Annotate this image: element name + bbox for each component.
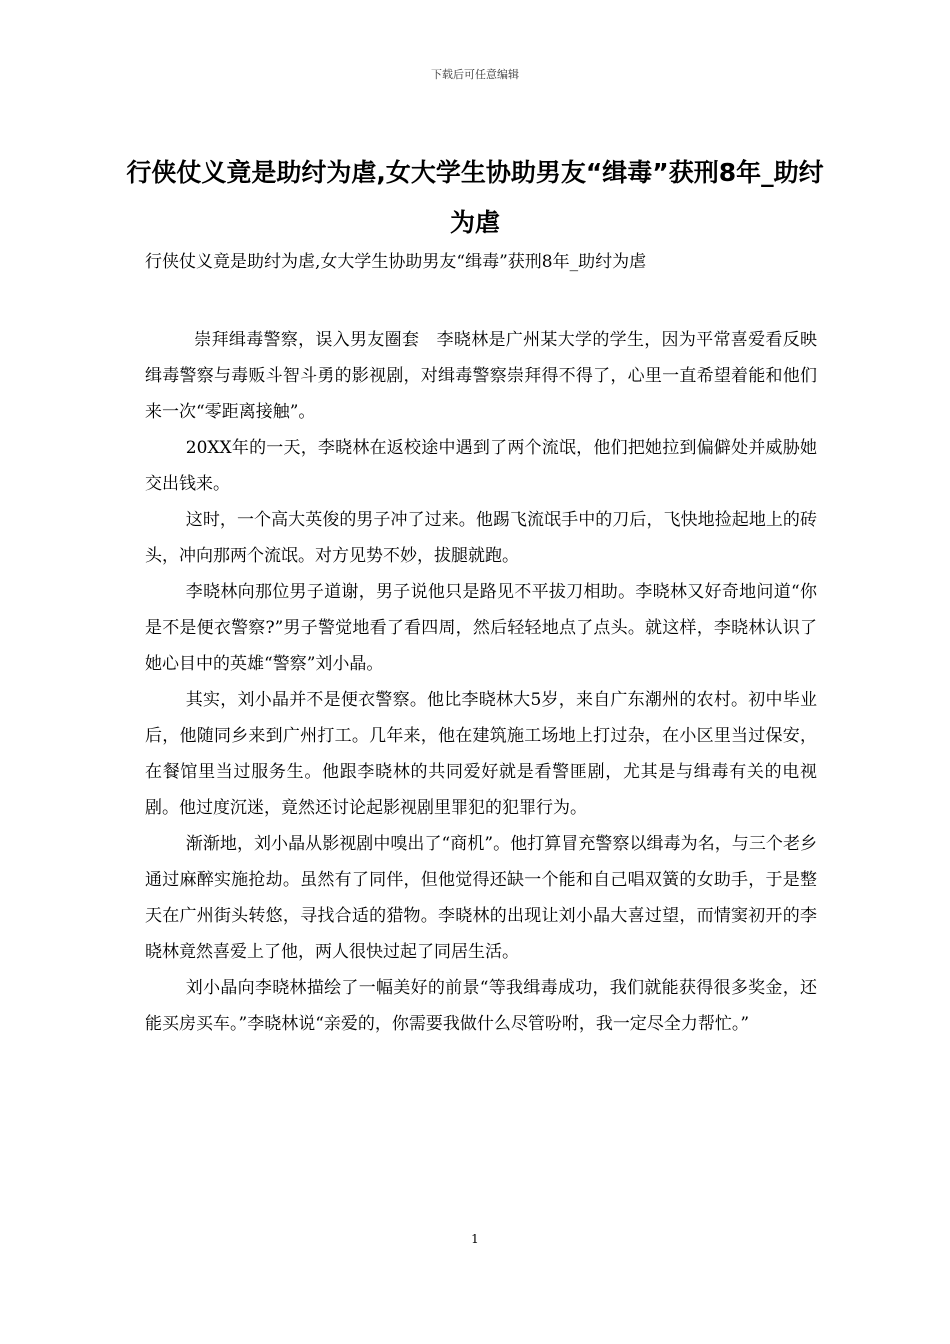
paragraph: 刘小晶向李晓林描绘了一幅美好的前景“等我缉毒成功，我们就能获得很多奖金，还能买房买车。”李晓林说“亲爱的，你需要我做什么尽管吩咐，我一定尽全力帮忙。” bbox=[145, 978, 817, 1034]
subtitle: 行侠仗义竟是助纣为虐,女大学生协助男友“缉毒”获刑8年_助纣为虐 bbox=[145, 252, 647, 272]
paragraph: 这时，一个高大英俊的男子冲了过来。他踢飞流氓手中的刀后，飞快地捡起地上的砖头，冲向那两个流氓。对方见势不妙，拔腿就跑。 bbox=[145, 510, 817, 566]
article-body bbox=[145, 318, 817, 1042]
paragraph: 李晓林向那位男子道谢，男子说他只是路见不平拔刀相助。李晓林又好奇地问道“你是不是便衣警察?”男子警觉地看了看四周，然后轻轻地点了点头。就这样，李晓林认识了她心目中的英雄“警察”刘小晶。 bbox=[145, 582, 817, 674]
header-note: 下载后可任意编辑 bbox=[431, 68, 519, 81]
page-title: 行侠仗义竟是助纣为虐,女大学生协助男友“缉毒”获刑8年_助纣为虐 bbox=[126, 158, 824, 237]
paragraph: 其实，刘小晶并不是便衣警察。他比李晓林大5岁，来自广东潮州的农村。初中毕业后，他随同乡来到广州打工。几年来，他在建筑施工场地上打过杂，在小区里当过保安，在餐馆里当过服务生。他跟李晓林的共同爱好就是看警匪剧，尤其是与缉毒有关的电视剧。他过度沉迷，竟然还讨论起影视剧里罪犯的犯罪行为。 bbox=[145, 690, 817, 818]
paragraph: 20XX年的一天，李晓林在返校途中遇到了两个流氓，他们把她拉到偏僻处并威胁她交出钱来。 bbox=[145, 438, 817, 494]
paragraph: 崇拜缉毒警察，误入男友圈套 李晓林是广州某大学的学生，因为平常喜爱看反映缉毒警察与毒贩斗智斗勇的影视剧，对缉毒警察崇拜得不得了，心里一直希望着能和他们来一次“零距离接触”。 bbox=[145, 330, 817, 422]
paragraph: 渐渐地，刘小晶从影视剧中嗅出了“商机”。他打算冒充警察以缉毒为名，与三个老乡通过麻醉实施抢劫。虽然有了同伴，但他觉得还缺一个能和自己唱双簧的女助手，于是整天在广州街头转悠，寻找合适的猎物。李晓林的出现让刘小晶大喜过望，而情窦初开的李晓林竟然喜爱上了他，两人很快过起了同居生活。 bbox=[145, 834, 817, 962]
page-number: 1 bbox=[471, 1232, 479, 1246]
